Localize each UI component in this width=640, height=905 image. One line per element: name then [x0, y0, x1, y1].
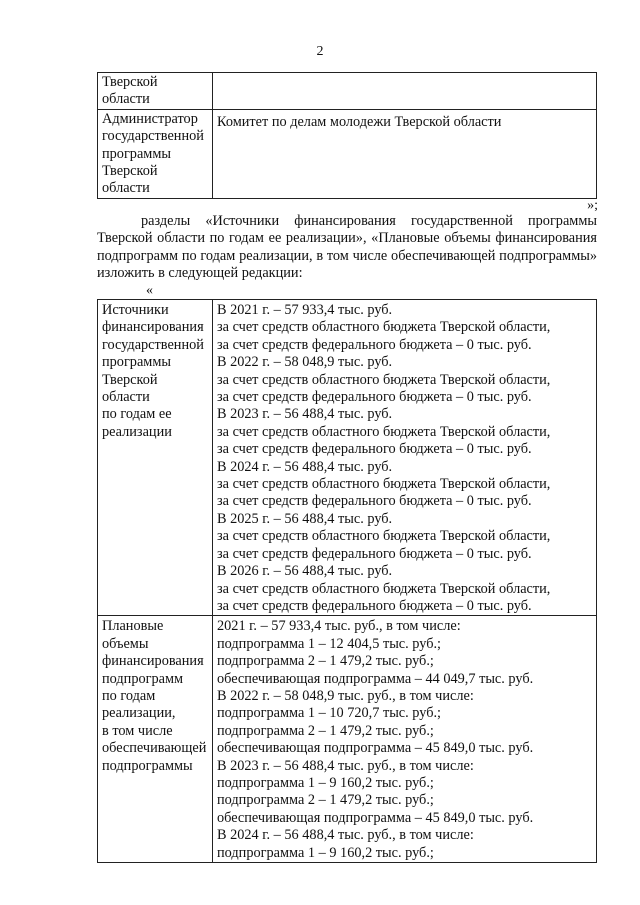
value-line: за счет средств областного бюджета Тверской области,: [217, 476, 551, 493]
label-line: Тверской: [102, 371, 158, 388]
value-line: В 2021 г. – 57 933,4 тыс. руб.: [217, 302, 393, 318]
passport-table-continued: [97, 72, 597, 199]
value-line: за счет средств областного бюджета Тверской области,: [217, 580, 551, 597]
label-line: Плановые: [102, 618, 164, 635]
value-line: В 2022 г. – 58 048,9 тыс. руб., в том числе:: [217, 687, 474, 704]
table-row: [98, 109, 597, 198]
value-line: подпрограмма 1 – 9 160,2 тыс. руб.;: [217, 774, 434, 791]
label-line: объемы: [102, 635, 149, 652]
row-value-cell: [213, 300, 597, 616]
financing-table: [97, 299, 597, 863]
value-line: за счет средств федерального бюджета – 0 тыс. руб.: [217, 545, 532, 562]
value-line: обеспечивающая подпрограмма – 45 849,0 тыс. руб.: [217, 809, 534, 826]
label-line: области: [102, 91, 150, 108]
row-value-cell: [213, 73, 597, 110]
amendment-paragraph: разделы «Источники финансирования государственной программы Тверской области по годам ее реализации», «Плановые объемы финансирования подпрограмм по годам реализации, в том числе обеспечивающей подпрограммы» изложить в следующей редакции:: [97, 213, 597, 282]
value-line: за счет средств областного бюджета Тверской области,: [217, 423, 551, 440]
label-line: области: [102, 180, 150, 197]
value-line: за счет средств федерального бюджета – 0 тыс. руб.: [217, 493, 532, 510]
value-line: за счет средств федерального бюджета – 0 тыс. руб.: [217, 597, 532, 614]
value-line: обеспечивающая подпрограмма – 45 849,0 тыс. руб.: [217, 740, 534, 757]
value-line: за счет средств федерального бюджета – 0 тыс. руб.: [217, 336, 532, 353]
page-number: 2: [316, 44, 324, 59]
value-line: обеспечивающая подпрограмма – 44 049,7 тыс. руб.: [217, 670, 534, 687]
opening-quote: «: [146, 283, 153, 298]
row-label-cell: [98, 616, 213, 863]
value-line: В 2023 г. – 56 488,4 тыс. руб., в том числе:: [217, 757, 474, 774]
value-line: за счет средств областного бюджета Тверской области,: [217, 319, 551, 336]
value-line: подпрограмма 2 – 1 479,2 тыс. руб.;: [217, 722, 434, 739]
value-line: В 2025 г. – 56 488,4 тыс. руб.: [217, 510, 393, 527]
label-line: Администратор: [102, 110, 198, 127]
label-line: финансирования: [102, 653, 204, 670]
label-line: программы: [102, 354, 172, 371]
value-line: подпрограмма 2 – 1 479,2 тыс. руб.;: [217, 792, 434, 809]
value-line: Комитет по делам молодежи Тверской области: [217, 113, 502, 130]
value-line: за счет средств федерального бюджета – 0 тыс. руб.: [217, 389, 532, 406]
label-line: программы: [102, 145, 172, 162]
value-line: подпрограмма 2 – 1 479,2 тыс. руб.;: [217, 653, 434, 670]
row-label-cell: [98, 300, 213, 616]
value-line: В 2024 г. – 56 488,4 тыс. руб., в том числе:: [217, 827, 474, 844]
value-line: В 2026 г. – 56 488,4 тыс. руб.: [217, 563, 393, 580]
value-line: подпрограмма 1 – 12 404,5 тыс. руб.;: [217, 635, 442, 652]
label-line: подпрограммы: [102, 757, 193, 774]
table-row: [98, 73, 597, 110]
table-row: [98, 300, 597, 616]
label-line: области: [102, 389, 150, 406]
label-line: финансирования: [102, 319, 204, 336]
label-line: Источники: [102, 302, 169, 318]
label-line: реализации: [102, 423, 172, 440]
value-line: за счет средств федерального бюджета – 0 тыс. руб.: [217, 441, 532, 458]
value-line: за счет средств областного бюджета Тверской области,: [217, 528, 551, 545]
row-label-cell: [98, 109, 213, 198]
value-line: В 2023 г. – 56 488,4 тыс. руб.: [217, 406, 393, 423]
value-line: 2021 г. – 57 933,4 тыс. руб., в том числе:: [217, 618, 461, 635]
value-line: за счет средств областного бюджета Тверской области,: [217, 371, 551, 388]
value-line: В 2022 г. – 58 048,9 тыс. руб.: [217, 354, 393, 371]
value-line: В 2024 г. – 56 488,4 тыс. руб.: [217, 458, 393, 475]
label-line: в том числе: [102, 722, 173, 739]
label-line: государственной: [102, 336, 204, 353]
row-value-cell: [213, 616, 597, 863]
label-line: Тверской: [102, 163, 158, 180]
label-line: государственной: [102, 128, 204, 145]
label-line: по годам ее: [102, 406, 172, 423]
row-label-cell: [98, 73, 213, 110]
row-value-cell: [213, 109, 597, 198]
label-line: по годам: [102, 687, 156, 704]
label-line: Тверской: [102, 74, 158, 90]
value-line: подпрограмма 1 – 9 160,2 тыс. руб.;: [217, 844, 434, 861]
table-row: [98, 616, 597, 863]
label-line: подпрограмм: [102, 670, 184, 687]
label-line: обеспечивающей: [102, 740, 207, 757]
label-line: реализации,: [102, 705, 176, 722]
closing-quote: »;: [587, 198, 598, 213]
value-line: подпрограмма 1 – 10 720,7 тыс. руб.;: [217, 705, 442, 722]
